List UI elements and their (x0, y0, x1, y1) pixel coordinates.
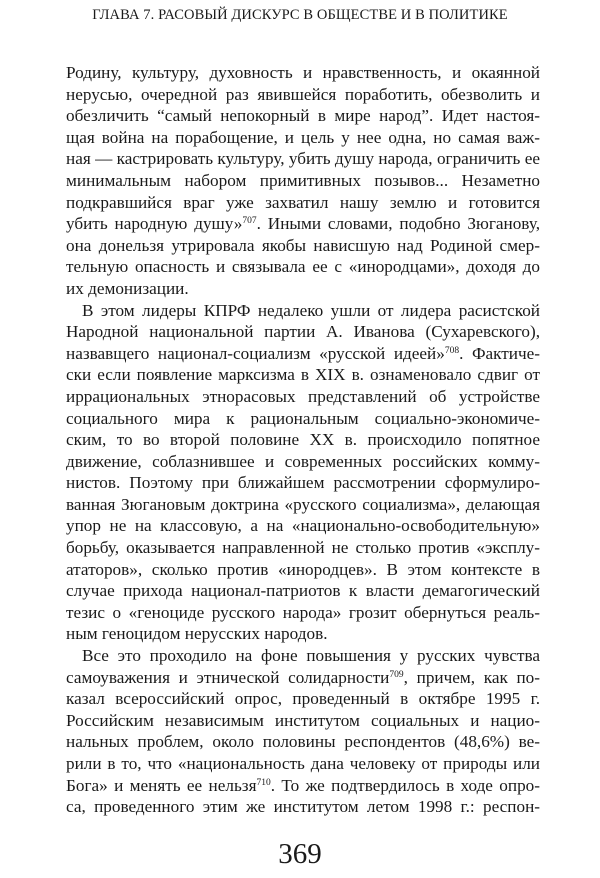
text-segment: ским, то во второй половине XX в. происходило попятное (66, 430, 540, 450)
text-line (66, 62, 540, 84)
text-line (66, 386, 540, 408)
text-segment: Все это проходило на фоне повышения у русских чувства (82, 646, 540, 666)
text-line (66, 235, 540, 257)
text-line (66, 537, 540, 559)
text-segment: щая война на порабощение, и цель у нее одна, но самая важ- (66, 127, 540, 147)
text-segment: ная — кастрировать культуру, убить душу народа, ограничить ее (66, 149, 540, 169)
text-segment: нистов. Поэтому при ближайшем рассмотрении сформулиро- (66, 473, 540, 493)
text-line (66, 753, 540, 775)
text-line (66, 494, 540, 516)
text-line (66, 667, 540, 689)
text-line (66, 213, 540, 235)
text-line (66, 364, 540, 386)
text-line (66, 688, 540, 710)
text-segment: иррациональных этнорасовых представлений об устройстве (66, 386, 540, 406)
text-segment: упор не на классовую, а на «национально-освободительную» (66, 516, 540, 536)
text-segment: Бога» и менять ее нельзя (66, 775, 257, 795)
text-segment: рили в то, что «национальность дана человеку от природы или (66, 754, 540, 773)
footnote-ref: 710 (256, 777, 271, 788)
text-segment: ванная Зюгановым доктрина «русского социализма», делающая (66, 494, 540, 514)
text-segment: са, проведенного этим же институтом летом 1998 г.: респон- (66, 797, 540, 817)
text-line (66, 451, 540, 473)
text-segment: ски если появление марксизма в XIX в. ознаменовало сдвиг от (66, 365, 540, 385)
text-line (66, 472, 540, 494)
text-line (66, 192, 540, 214)
text-segment: тельную опасность и связывала ее с «инородцами», доходя до (66, 257, 540, 277)
text-line (66, 623, 540, 645)
text-line (66, 602, 540, 624)
text-segment: случае прихода национал-патриотов к власти демагогический (66, 581, 540, 601)
footnote-ref: 707 (242, 216, 257, 227)
text-line (66, 408, 540, 430)
text-segment: В этом лидеры КПРФ недалеко ушли от лидера расистской (82, 300, 540, 320)
text-segment: . Фактиче- (459, 343, 540, 363)
text-segment: минимальным набором примитивных позывов... Незаметно (66, 170, 540, 190)
text-segment: . Иными словами, подобно Зюганову, (256, 214, 540, 234)
text-segment: тезис о «геноциде русского народа» грозит обернуться реаль- (66, 602, 540, 622)
text-line (66, 710, 540, 732)
page-body (66, 62, 540, 818)
text-line (66, 343, 540, 365)
text-segment: . То же подтвердилось в ходе опро- (270, 775, 540, 795)
text-line (66, 559, 540, 581)
text-line (66, 429, 540, 451)
text-line (66, 515, 540, 537)
text-line (66, 796, 540, 818)
text-segment: социального мира к рациональным социально-экономиче- (66, 408, 540, 428)
text-line (66, 127, 540, 149)
text-segment: подкравшийся враг уже захватил нашу землю и готовится (66, 192, 540, 212)
text-line (66, 580, 540, 602)
text-line (66, 321, 540, 343)
text-line (66, 84, 540, 106)
running-header: ГЛАВА 7. РАСОВЫЙ ДИСКУРС В ОБЩЕСТВЕ И В ПОЛИТИКЕ (92, 7, 508, 23)
text-segment: борьбу, оказывается направленной не столько против «эксплу- (66, 538, 540, 558)
text-segment: она донельзя утрировала якобы нависшую над Родиной смер- (66, 235, 540, 255)
footnote-ref: 709 (389, 669, 404, 680)
text-segment: самоуважения и этнической солидарности (66, 667, 390, 687)
text-segment: их демонизации. (66, 278, 189, 298)
text-segment: назвавщего национал-социализм «русской идеей» (66, 343, 445, 363)
text-line (66, 300, 540, 322)
text-segment: Народной национальной партии А. Иванова (Сухаревского), (66, 322, 540, 342)
text-segment: убить народную душу» (66, 214, 243, 234)
text-line (66, 278, 540, 300)
text-segment: движение, соблазнившее и современных российских комму- (66, 451, 540, 471)
text-segment: ным геноцидом нерусских народов. (66, 624, 328, 644)
text-line (66, 170, 540, 192)
text-segment: Российским независимым институтом социальных и нацио- (66, 710, 540, 730)
text-segment: нерусью, очередной раз явившейся поработить, обезволить и (66, 84, 540, 104)
text-segment: Родину, культуру, духовность и нравственность, и окаянной (66, 63, 540, 82)
text-line (66, 148, 540, 170)
text-segment: казал всероссийский опрос, проведенный в октябре 1995 г. (66, 689, 540, 709)
text-segment: обезличить “самый непокорный в мире народ”. Идет настоя- (66, 106, 540, 126)
text-line (66, 731, 540, 753)
text-line (66, 256, 540, 278)
text-line (66, 105, 540, 127)
text-line (66, 645, 540, 667)
text-segment: нальных проблем, около половины респондентов (48,6%) ве- (66, 732, 540, 752)
text-segment: ататоров», сколько против «инородцев». В этом контексте в (66, 559, 540, 579)
text-line (66, 775, 540, 797)
page-number: 369 (278, 838, 322, 870)
text-segment: , причем, как по- (403, 667, 540, 687)
footnote-ref: 708 (444, 345, 460, 356)
